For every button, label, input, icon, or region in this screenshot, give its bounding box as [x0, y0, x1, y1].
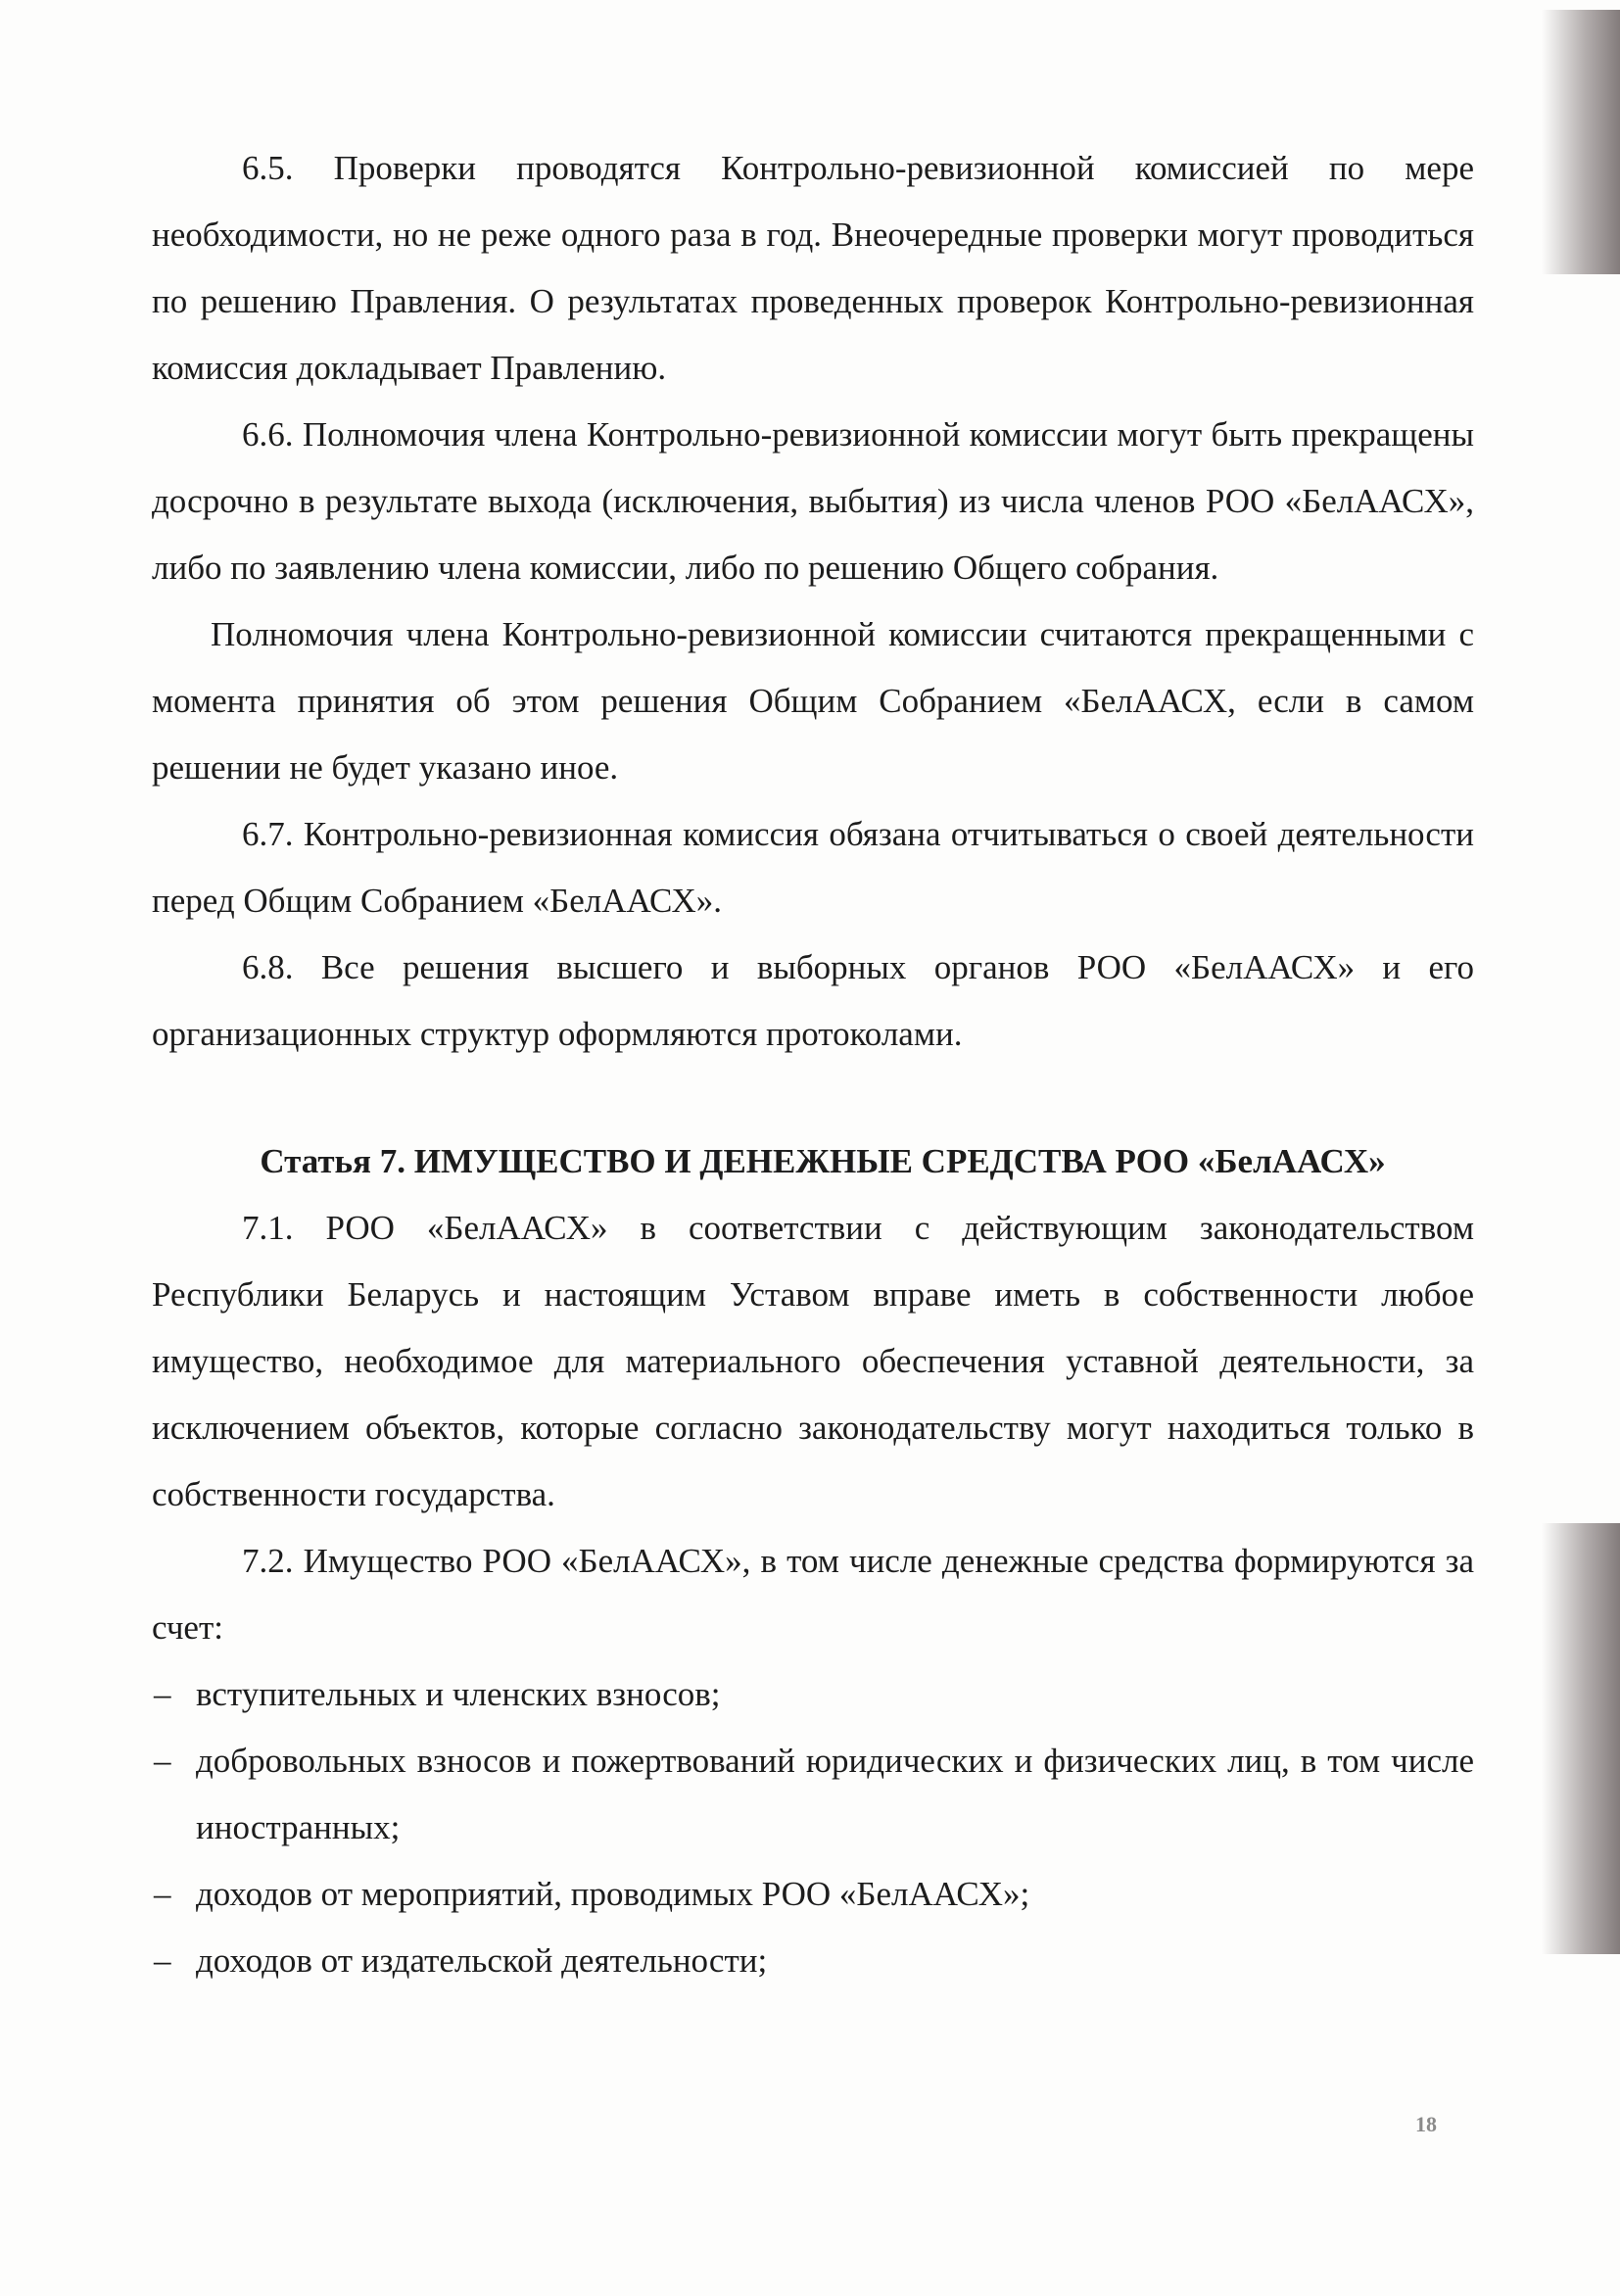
list-dash: – [154, 1675, 171, 1713]
paragraph-6-7: 6.7. Контрольно-ревизионная комиссия обязана отчитываться о своей деятельности перед Общим Собранием «БелААСХ». [152, 815, 1474, 920]
list-item [152, 1728, 1474, 1861]
list-item [152, 1928, 1474, 1994]
paragraph-7-1: 7.1. РОО «БелААСХ» в соответствии с действующим законодательством Республики Беларусь и настоящим Уставом вправе иметь в собственности любое имущество, необходимое для материального обеспечения уставной деятельности, за исключением объектов, которые согласно законодательству могут находиться только в собственности государства. [152, 1209, 1474, 1513]
list-dash: – [154, 1875, 171, 1913]
paragraph-6-6: 6.6. Полномочия члена Контрольно-ревизионной комиссии могут быть прекращены досрочно в результате выхода (исключения, выбытия) из числа членов РОО «БелААСХ», либо по заявлению члена комиссии, либо по решению Общего собрания. [152, 415, 1474, 587]
scan-edge-shadow [1542, 10, 1620, 274]
paragraph-6-5: 6.5. Проверки проводятся Контрольно-ревизионной комиссией по мере необходимости, но не реже одного раза в год. Внеочередные проверки могут проводиться по решению Правления. О результатах проведенных проверок Контрольно-ревизионная комиссия докладывает Правлению. [152, 149, 1474, 387]
list-item [152, 1861, 1474, 1928]
list-item-text: вступительных и членских взносов; [196, 1675, 721, 1713]
list-item [152, 1661, 1474, 1728]
paragraph-7-2: 7.2. Имущество РОО «БелААСХ», в том числе денежные средства формируются за счет: [152, 1542, 1474, 1647]
paragraph-6-8: 6.8. Все решения высшего и выборных органов РОО «БелААСХ» и его организационных структур оформляются протоколами. [152, 948, 1474, 1053]
paragraph-6-6-continued: Полномочия члена Контрольно-ревизионной комиссии считаются прекращенными с момента принятия об этом решения Общим Собранием «БелААСХ, если в самом решении не будет указано иное. [152, 615, 1474, 787]
document-body [152, 135, 1474, 1994]
list-item-text: добровольных взносов и пожертвований юридических и физических лиц, в том числе иностранных; [196, 1742, 1474, 1846]
funding-sources-list [152, 1661, 1474, 1994]
page-number: 18 [1415, 2112, 1437, 2136]
scan-edge-shadow [1542, 1523, 1620, 1954]
list-dash: – [154, 1941, 171, 1980]
article-7-heading: Статья 7. ИМУЩЕСТВО И ДЕНЕЖНЫЕ СРЕДСТВА РОО «БелААСХ» [260, 1142, 1386, 1180]
list-item-text: доходов от мероприятий, проводимых РОО «БелААСХ»; [196, 1875, 1030, 1913]
list-dash: – [154, 1742, 171, 1780]
list-item-text: доходов от издательской деятельности; [196, 1941, 768, 1980]
